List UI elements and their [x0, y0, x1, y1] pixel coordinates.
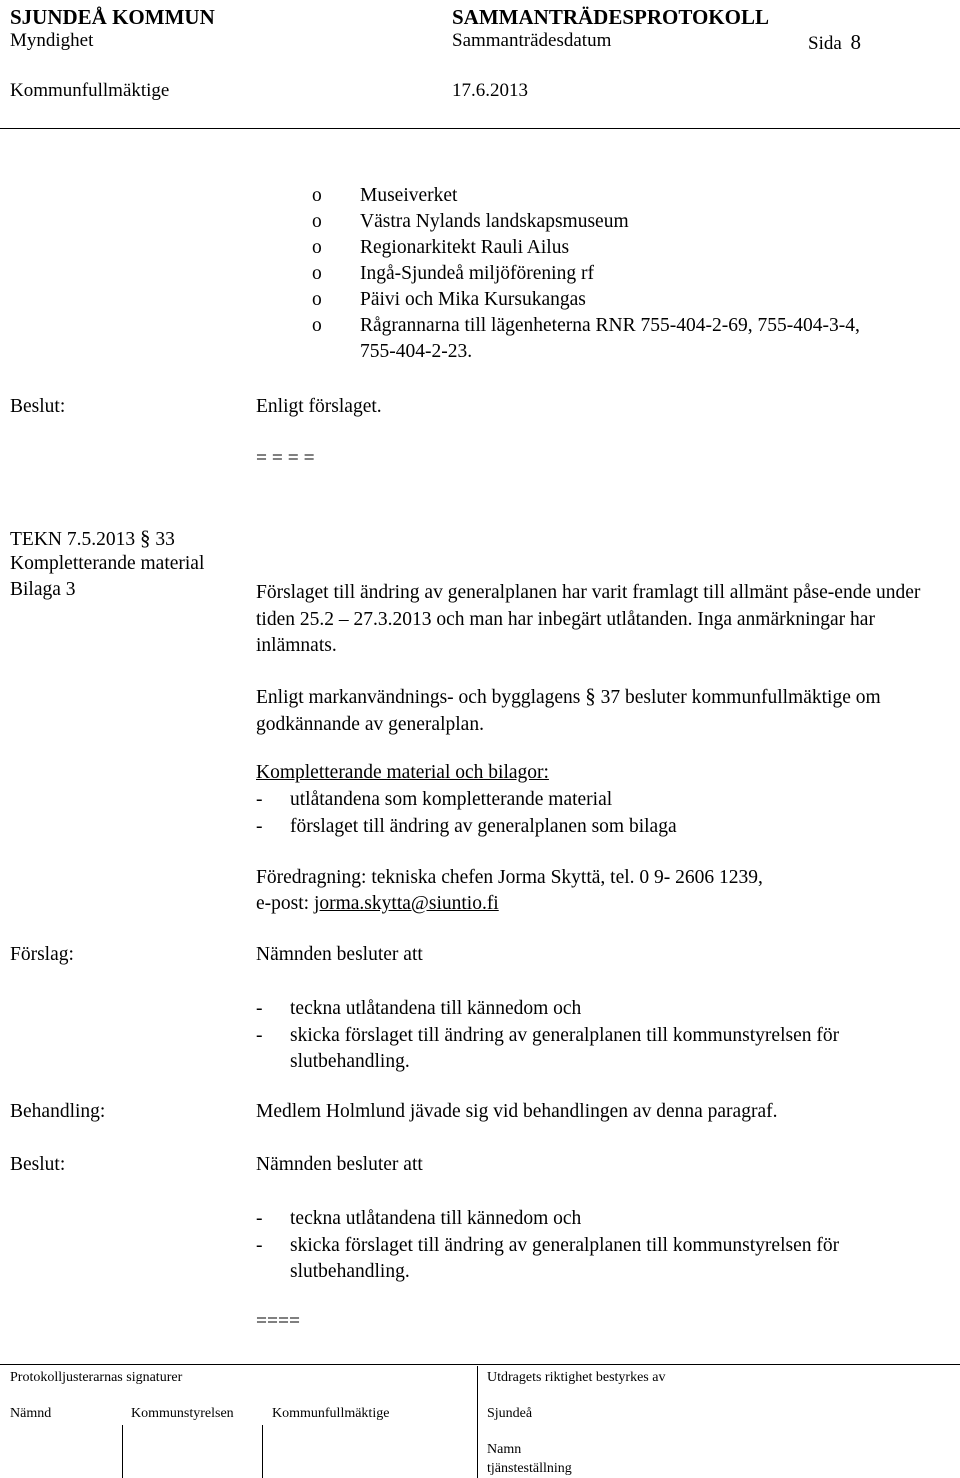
meeting-date: 17.6.2013: [452, 80, 528, 101]
attachment-label: Bilaga 3: [10, 579, 76, 600]
page-indicator: [808, 30, 861, 55]
list-item: - teckna utlåtandena till kännedom och: [256, 1208, 582, 1229]
email-link[interactable]: jorma.skytta@siuntio.fi: [313, 893, 499, 914]
decision-intro: Nämnden besluter att: [256, 1154, 423, 1175]
signature-divider: [122, 1425, 123, 1478]
footer-divider: [0, 1364, 960, 1365]
list-item: o Päivi och Mika Kursukangas: [312, 289, 586, 310]
paragraph-legal-basis: Enligt markanvändnings- och bygglagens § 37 besluter kommunfullmäktige om godkännande av generalplan.: [256, 684, 881, 735]
section-sign: §: [140, 526, 151, 550]
section-sign: §: [585, 684, 596, 708]
page-number: 8: [850, 30, 862, 54]
page-label: Sida: [808, 33, 842, 54]
distribution-list: [256, 183, 860, 365]
document-type: SAMMANTRÄDESPROTOKOLL: [452, 5, 769, 29]
presenter-email-line: e-post: jorma.skytta@siuntio.fi: [256, 893, 499, 914]
signature-body-3: Kommunfullmäktige: [272, 1406, 390, 1421]
materials-list: [256, 787, 677, 840]
list-item: - teckna utlåtandena till kännedom och: [256, 998, 582, 1019]
proposal-label: Förslag:: [10, 944, 74, 965]
list-item: o Regionarkitekt Rauli Ailus: [312, 237, 570, 258]
proposal-list: [256, 996, 946, 1076]
list-item: - skicka förslaget till ändring av generalplanen till kommunstyrelsen för slutbehandling.: [256, 1234, 840, 1282]
proposal-intro: Nämnden besluter att: [256, 944, 423, 965]
signature-body-2: Kommunstyrelsen: [131, 1406, 234, 1421]
materials-heading: Kompletterande material och bilagor:: [256, 762, 549, 783]
verification-position-label: tjänsteställning: [487, 1461, 572, 1476]
date-label: Sammanträdesdatum: [452, 30, 612, 51]
list-item: - förslaget till ändring av generalplanen som bilaga: [256, 815, 677, 837]
signature-body-1: Nämnd: [10, 1406, 52, 1421]
list-item: o Rågrannarna till lägenheterna RNR 755-404-2-69, 755-404-3-4,: [312, 315, 860, 336]
section-separator: = = = =: [256, 448, 315, 469]
decision-list: [256, 1206, 946, 1286]
section-separator: ====: [256, 1311, 300, 1332]
authority-name: Kommunfullmäktige: [10, 80, 170, 101]
verification-label: Utdragets riktighet bestyrkes av: [487, 1370, 666, 1385]
verification-place: Sjundeå: [487, 1406, 533, 1421]
item-ref: TEKN 7.5.2013: [10, 529, 136, 550]
list-item: - skicka förslaget till ändring av generalplanen till kommunstyrelsen för slutbehandling.: [256, 1024, 840, 1072]
decision-label: Beslut:: [10, 1154, 66, 1175]
item-title: Kompletterande material: [10, 553, 205, 574]
handling-label: Behandling:: [10, 1101, 106, 1122]
verification-name-label: Namn: [487, 1442, 522, 1457]
list-item: - utlåtandena som kompletterande material: [256, 789, 613, 810]
presenter-info: Föredragning: tekniska chefen Jorma Skyttä, tel. 0 9- 2606 1239,: [256, 867, 763, 888]
header-divider: [0, 128, 960, 129]
item-number: 33: [155, 529, 175, 550]
decision-text: Enligt förslaget.: [256, 396, 382, 417]
list-item-continuation: 755-404-2-23.: [360, 341, 473, 362]
item-reference: [10, 526, 175, 551]
handling-text: Medlem Holmlund jävade sig vid behandlingen av denna paragraf.: [256, 1101, 778, 1122]
signature-divider: [262, 1425, 263, 1478]
decision-label: Beslut:: [10, 396, 66, 417]
authority-label: Myndighet: [10, 30, 94, 51]
paragraph-exhibition: Förslaget till ändring av generalplanen har varit framlagt till allmänt påse-ende under tiden 25.2 – 27.3.2013 och man har inbegärt utlåtanden. Inga anmärkningar har inlämnats.: [256, 582, 921, 656]
list-item: o Museiverket: [312, 185, 458, 206]
footer-column-divider: [477, 1366, 478, 1478]
list-item: o Västra Nylands landskapsmuseum: [312, 211, 629, 232]
list-item: o Ingå-Sjundeå miljöförening rf: [312, 263, 594, 284]
organization-name: SJUNDEÅ KOMMUN: [10, 5, 215, 29]
signatures-label: Protokolljusterarnas signaturer: [10, 1370, 183, 1385]
